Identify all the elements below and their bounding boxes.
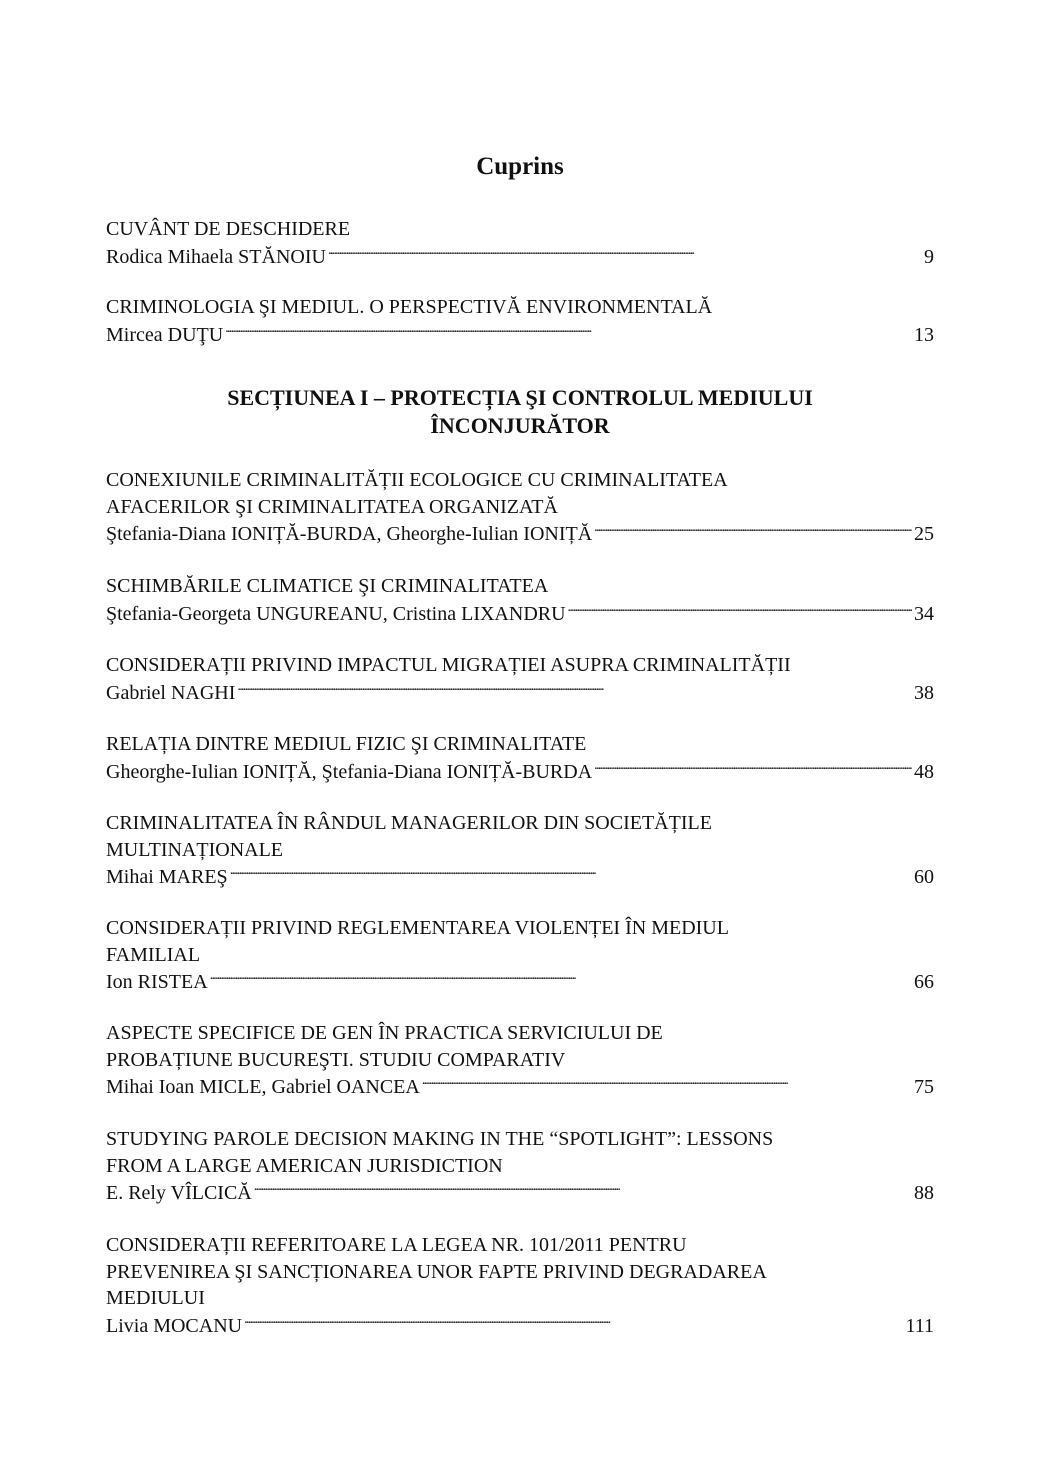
entry-page-number: 111 bbox=[905, 1314, 934, 1337]
entry-authors: Ştefania-Diana IONIȚĂ-BURDA, Gheorghe-Iulian IONIȚĂ bbox=[106, 523, 593, 545]
entry-author-row bbox=[106, 1179, 934, 1207]
entry-authors: Ştefania-Georgeta UNGUREANU, Cristina LIXANDRU bbox=[106, 602, 566, 625]
section-heading bbox=[0, 384, 1040, 440]
toc-entry[interactable] bbox=[106, 1232, 934, 1339]
entry-title: PREVENIREA ŞI SANCȚIONAREA UNOR FAPTE PRIVIND DEGRADAREA bbox=[106, 1260, 767, 1283]
entry-title: MULTINAȚIONALE bbox=[106, 838, 284, 861]
entry-title: CRIMINOLOGIA ŞI MEDIUL. O PERSPECTIVĂ ENVIRONMENTALĂ bbox=[106, 296, 713, 318]
dot-leader bbox=[594, 520, 912, 540]
entry-authors: E. Rely VÎLCICĂ bbox=[106, 1182, 252, 1204]
toc-entry[interactable] bbox=[106, 810, 934, 891]
entry-page-number: 34 bbox=[914, 602, 934, 625]
dot-leader bbox=[210, 968, 912, 988]
dot-leader bbox=[244, 1312, 903, 1332]
entry-page-number: 13 bbox=[914, 323, 934, 346]
entry-authors: Mihai Ioan MICLE, Gabriel OANCEA bbox=[106, 1076, 420, 1098]
entry-title: AFACERILOR ŞI CRIMINALITATEA ORGANIZATĂ bbox=[106, 495, 558, 518]
dot-leader bbox=[328, 243, 922, 263]
entry-title: CRIMINALITATEA ÎN RÂNDUL MANAGERILOR DIN SOCIETĂȚILE bbox=[106, 812, 712, 834]
toc-entry[interactable] bbox=[106, 1126, 934, 1207]
entry-author-row bbox=[106, 863, 934, 891]
entry-author-row bbox=[106, 243, 934, 271]
toc-entry[interactable] bbox=[106, 216, 934, 270]
entry-title: CONSIDERAȚII PRIVIND IMPACTUL MIGRAȚIEI ASUPRA CRIMINALITĂȚII bbox=[106, 654, 791, 676]
entry-page-number: 38 bbox=[914, 681, 934, 704]
entry-page-number: 48 bbox=[914, 760, 934, 783]
entry-title: FROM A LARGE AMERICAN JURISDICTION bbox=[106, 1154, 503, 1177]
entry-title: RELAȚIA DINTRE MEDIUL FIZIC ŞI CRIMINALITATE bbox=[106, 733, 587, 755]
toc-entry[interactable] bbox=[106, 652, 934, 706]
entry-author-row bbox=[106, 520, 934, 548]
entry-authors: Ion RISTEA bbox=[106, 971, 208, 993]
entry-title: ASPECTE SPECIFICE DE GEN ÎN PRACTICA SERVICIULUI DE bbox=[106, 1022, 663, 1044]
section-heading-line: ÎNCONJURĂTOR bbox=[430, 413, 610, 438]
entry-authors: Rodica Mihaela STĂNOIU bbox=[106, 245, 326, 268]
entry-page-number: 25 bbox=[914, 523, 934, 545]
entry-title: MEDIULUI bbox=[106, 1287, 205, 1309]
entry-author-row bbox=[106, 1312, 934, 1340]
entry-author-row bbox=[106, 679, 934, 707]
entry-author-row bbox=[106, 1073, 934, 1101]
toc-entry[interactable] bbox=[106, 1020, 934, 1101]
entry-page-number: 9 bbox=[924, 245, 934, 268]
toc-entry[interactable] bbox=[106, 467, 934, 548]
entry-title: SCHIMBĂRILE CLIMATICE ŞI CRIMINALITATEA bbox=[106, 575, 549, 597]
dot-leader bbox=[568, 600, 912, 620]
entry-title: CONSIDERAȚII REFERITOARE LA LEGEA NR. 101/2011 PENTRU bbox=[106, 1234, 687, 1256]
entry-authors: Gheorghe-Iulian IONIȚĂ, Ştefania-Diana IONIȚĂ-BURDA bbox=[106, 760, 593, 783]
entry-author-row bbox=[106, 968, 934, 996]
entry-page-number: 88 bbox=[914, 1182, 934, 1204]
entry-authors: Livia MOCANU bbox=[106, 1314, 243, 1337]
entry-author-row bbox=[106, 758, 934, 786]
entry-authors: Mihai MAREŞ bbox=[106, 866, 228, 888]
dot-leader bbox=[422, 1073, 912, 1093]
toc-entry[interactable] bbox=[106, 915, 934, 996]
toc-entry[interactable] bbox=[106, 294, 934, 348]
dot-leader bbox=[230, 863, 912, 883]
section-heading-line: SECȚIUNEA I – PROTECȚIA ŞI CONTROLUL MEDIULUI bbox=[227, 385, 813, 410]
entry-author-row bbox=[106, 321, 934, 349]
entry-title: CONSIDERAȚII PRIVIND REGLEMENTAREA VIOLENȚEI ÎN MEDIUL bbox=[106, 917, 729, 939]
entry-title: STUDYING PAROLE DECISION MAKING IN THE “SPOTLIGHT”: LESSONS bbox=[106, 1128, 774, 1150]
entry-title: FAMILIAL bbox=[106, 943, 201, 966]
dot-leader bbox=[225, 321, 912, 341]
toc-entry[interactable] bbox=[106, 731, 934, 785]
dot-leader bbox=[594, 758, 912, 778]
entry-title: CONEXIUNILE CRIMINALITĂȚII ECOLOGICE CU CRIMINALITATEA bbox=[106, 469, 728, 491]
entry-page-number: 66 bbox=[914, 971, 934, 993]
entry-authors: Mircea DUŢU bbox=[106, 323, 224, 346]
entry-page-number: 75 bbox=[914, 1076, 934, 1098]
dot-leader bbox=[254, 1179, 912, 1199]
page-title: Cuprins bbox=[476, 152, 564, 180]
dot-leader bbox=[237, 679, 912, 699]
entry-page-number: 60 bbox=[914, 866, 934, 888]
toc-entry[interactable] bbox=[106, 573, 934, 627]
entry-author-row bbox=[106, 600, 934, 628]
entry-authors: Gabriel NAGHI bbox=[106, 681, 236, 704]
entry-title: CUVÂNT DE DESCHIDERE bbox=[106, 218, 351, 240]
entry-title: PROBAȚIUNE BUCUREŞTI. STUDIU COMPARATIV bbox=[106, 1048, 566, 1071]
